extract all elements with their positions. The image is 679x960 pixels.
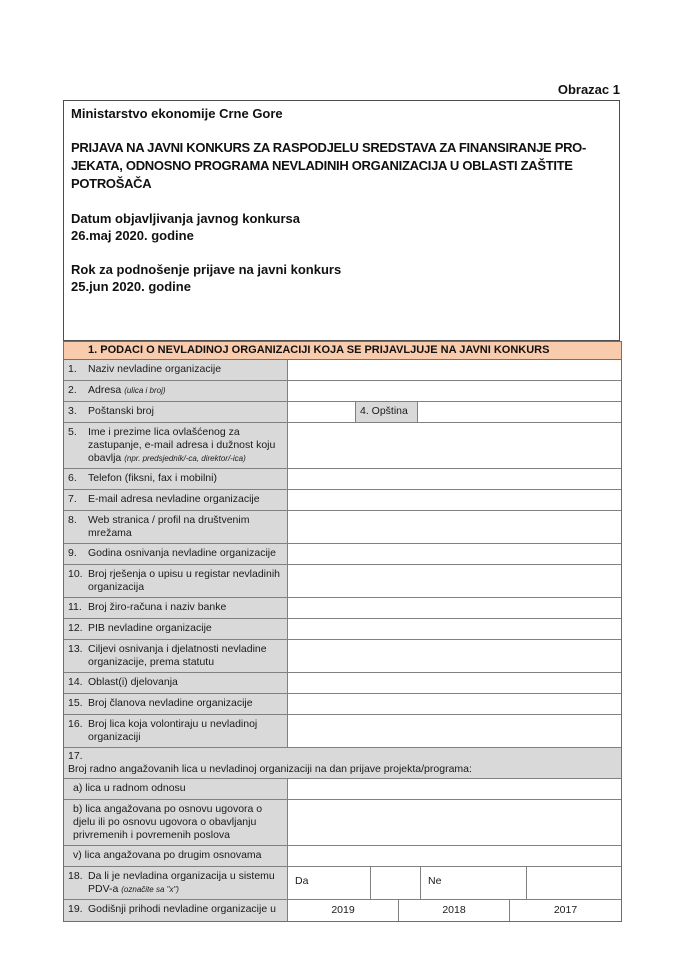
input-broj-clanova[interactable] xyxy=(288,694,621,714)
intro-box xyxy=(63,100,620,341)
input-drugi-osnovi[interactable] xyxy=(288,846,621,866)
field-number: 14. xyxy=(68,676,83,688)
input-opstina[interactable] xyxy=(418,402,621,422)
section1-table xyxy=(63,341,622,922)
field-label-godisnji-prihodi xyxy=(64,900,288,921)
field-number: 2. xyxy=(68,384,77,396)
field-label-ciljevi xyxy=(64,640,288,672)
field-label-naziv xyxy=(64,360,288,380)
field-label-adresa xyxy=(64,381,288,401)
table-row-postanski-broj-opstina xyxy=(64,401,621,422)
field-label-text: b) lica angažovana po osnovu ugovora o djelu ili po osnovu ugovora o obavljanju privremenih i povremenih poslova xyxy=(73,803,263,841)
field-label-broj-clanova xyxy=(64,694,288,714)
table-row-drugi-osnovi xyxy=(64,845,621,866)
table-row-godina-osnivanja xyxy=(64,543,621,564)
field-number: 7. xyxy=(68,493,77,505)
field-number: 3. xyxy=(68,405,77,417)
section-subheader-radno-angazovani xyxy=(64,747,621,778)
field-label-godina-osnivanja xyxy=(64,544,288,564)
section1-rows xyxy=(64,360,621,921)
field-label-text: Godina osnivanja nevladine organizacije xyxy=(88,547,276,559)
year-header-2017: 2017 xyxy=(510,900,621,921)
field-label-oblast xyxy=(64,673,288,693)
deadline-value: 25.jun 2020. godine xyxy=(71,279,191,294)
table-row-email xyxy=(64,489,621,510)
field-number: 5. xyxy=(68,426,77,438)
field-number: 17. xyxy=(68,750,83,762)
field-label-text: Poštanski broj xyxy=(88,405,154,417)
field-number: 16. xyxy=(68,718,83,730)
field-number: 11. xyxy=(68,601,82,613)
table-row-pib xyxy=(64,618,621,639)
section1-header: 1. PODACI O NEVLADINOJ ORGANIZACIJI KOJA SE PRIJAVLJUJE NA JAVNI KONKURS xyxy=(63,341,622,360)
table-row-telefon xyxy=(64,468,621,489)
table-row-oblast xyxy=(64,672,621,693)
field-label-text: Web stranica / profil na društvenim mrežama xyxy=(88,514,250,539)
table-row-ciljevi xyxy=(64,639,621,672)
table-row-adresa xyxy=(64,380,621,401)
publish-date-value: 26.maj 2020. godine xyxy=(71,228,194,243)
input-ugovor-o-djelu[interactable] xyxy=(288,800,621,845)
input-email[interactable] xyxy=(288,490,621,510)
field-number: 18. xyxy=(68,870,83,882)
field-label-note: (npr. predsjednik/-ca, direktor/-ica) xyxy=(124,454,246,463)
input-ziro-racun[interactable] xyxy=(288,598,621,618)
pdv-yes-label: Da xyxy=(288,867,371,899)
field-label-text: Ciljevi osnivanja i djelatnosti nevladine organizacije, prema statutu xyxy=(88,643,267,668)
field-label-text: Broj članova nevladine organizacije xyxy=(88,697,253,709)
field-label-text: Broj rješenja o upisu u registar nevladinih organizacija xyxy=(88,568,281,593)
form-title-line: POTROŠAČA xyxy=(71,176,152,191)
table-row-radni-odnos xyxy=(64,778,621,799)
input-telefon[interactable] xyxy=(288,469,621,489)
field-number: 10. xyxy=(68,568,83,580)
input-broj-volontera[interactable] xyxy=(288,715,621,747)
table-row-ziro-racun xyxy=(64,597,621,618)
field-label-telefon xyxy=(64,469,288,489)
field-label-text: Broj lica koja volontiraju u nevladinoj organizaciji xyxy=(88,718,258,743)
ministry-name: Ministarstvo ekonomije Crne Gore xyxy=(71,106,283,121)
input-lice-ovlasceno[interactable] xyxy=(288,423,621,468)
table-row-godisnji-prihodi xyxy=(64,899,621,921)
field-label-web xyxy=(64,511,288,543)
input-broj-rjesenja[interactable] xyxy=(288,565,621,597)
form-title xyxy=(71,139,612,193)
year-header-2019: 2019 xyxy=(288,900,399,921)
section-subheader-text: Broj radno angažovanih lica u nevladinoj organizaciji na dan prijave projekta/programa: xyxy=(68,763,472,775)
table-row-lice-ovlasceno xyxy=(64,422,621,468)
field-number: 6. xyxy=(68,472,77,484)
field-label-text: E-mail adresa nevladine organizacije xyxy=(88,493,260,505)
table-row-pdv xyxy=(64,866,621,899)
pdv-no-label: Ne xyxy=(421,867,527,899)
field-number: 1. xyxy=(68,363,77,375)
form-title-line: PRIJAVA NA JAVNI KONKURS ZA RASPODJELU SREDSTAVA ZA FINANSIRANJE PRO- xyxy=(71,140,586,155)
deadline-label: Rok za podnošenje prijave na javni konkurs xyxy=(71,262,342,277)
field-label-text: Telefon (fiksni, fax i mobilni) xyxy=(88,472,217,484)
input-pib[interactable] xyxy=(288,619,621,639)
field-label-ugovor-o-djelu xyxy=(64,800,288,845)
publish-date-label: Datum objavljivanja javnog konkursa xyxy=(71,211,301,226)
field-label-ziro-racun xyxy=(64,598,288,618)
field-label-text: Oblast(i) djelovanja xyxy=(88,676,178,688)
pdv-yes-mark-cell[interactable] xyxy=(371,867,421,899)
table-row-ugovor-o-djelu xyxy=(64,799,621,845)
pdv-no-mark-cell[interactable] xyxy=(527,867,621,899)
field-label-lice-ovlasceno xyxy=(64,423,288,468)
year-header-2018: 2018 xyxy=(399,900,510,921)
field-label-text: Broj žiro-računa i naziv banke xyxy=(88,601,227,613)
field-label-radni-odnos xyxy=(64,779,288,799)
table-row-broj-clanova xyxy=(64,693,621,714)
field-label-note: (ulica i broj) xyxy=(124,386,166,395)
field-number: 19. xyxy=(68,903,83,915)
field-label-postanski-broj-opstina xyxy=(64,402,288,422)
field-label-text: PIB nevladine organizacije xyxy=(88,622,212,634)
field-label-text: Naziv nevladine organizacije xyxy=(88,363,222,375)
field-label-text: Godišnji prihodi nevladine organizacije u xyxy=(88,903,276,915)
field-label-text: a) lica u radnom odnosu xyxy=(73,782,186,794)
input-radni-odnos[interactable] xyxy=(288,779,621,799)
table-row-naziv xyxy=(64,360,621,380)
table-row-broj-volontera xyxy=(64,714,621,747)
table-row-web xyxy=(64,510,621,543)
input-adresa[interactable] xyxy=(288,381,621,401)
field-label-broj-rjesenja xyxy=(64,565,288,597)
field-number: 8. xyxy=(68,514,77,526)
form-title-line: JEKATA, ODNOSNO PROGRAMA NEVLADINIH ORGANIZACIJA U OBLASTI ZAŠTITE xyxy=(71,158,573,173)
field-label-email xyxy=(64,490,288,510)
field-number: 9. xyxy=(68,547,77,559)
field-label-drugi-osnovi xyxy=(64,846,288,866)
field-number: 15. xyxy=(68,697,83,709)
input-web[interactable] xyxy=(288,511,621,543)
form-code: Obrazac 1 xyxy=(557,82,620,97)
field-label-pib xyxy=(64,619,288,639)
field-label-pdv xyxy=(64,867,288,899)
table-row-broj-rjesenja xyxy=(64,564,621,597)
field-label-opstina xyxy=(356,402,418,422)
input-godina-osnivanja[interactable] xyxy=(288,544,621,564)
input-ciljevi[interactable] xyxy=(288,640,621,672)
input-oblast[interactable] xyxy=(288,673,621,693)
field-number: 12. xyxy=(68,622,83,634)
input-postanski-broj[interactable] xyxy=(288,402,356,422)
field-label-text: Adresa (ulica i broj) xyxy=(88,384,166,396)
field-label-broj-volontera xyxy=(64,715,288,747)
field-label-text: 4. Opština xyxy=(360,405,408,417)
field-label-text: v) lica angažovana po drugim osnovama xyxy=(73,849,262,861)
field-label-note: (označite sa "x") xyxy=(121,885,179,894)
field-label-text: Ime i prezime lica ovlašćenog za zastupanje, e-mail adresa i dužnost koju obavlja (npr. predsjednik/-ca, direktor/-ica) xyxy=(88,426,276,464)
input-naziv[interactable] xyxy=(288,360,621,380)
field-number: 13. xyxy=(68,643,83,655)
field-label-text: Da li je nevladina organizacija u sistemu PDV-a (označite sa "x") xyxy=(88,870,275,895)
